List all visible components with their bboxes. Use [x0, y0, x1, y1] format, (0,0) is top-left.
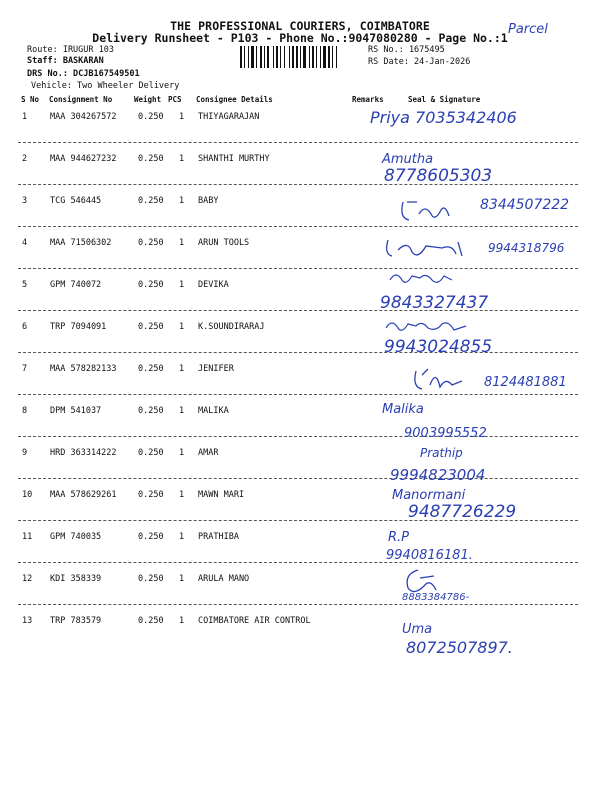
row-sno: 7 — [22, 364, 28, 374]
parcel-handwritten-note: Parcel — [508, 22, 548, 37]
row-weight: 0.250 — [138, 238, 164, 248]
row-sno: 13 — [22, 616, 33, 626]
row-consignment-no: MAA 578629261 — [50, 490, 117, 500]
row-sno: 8 — [22, 406, 28, 416]
handwritten-signature: Uma — [402, 622, 433, 637]
row-consignment-no: DPM 541037 — [50, 406, 102, 416]
handwritten-signature: 8344507222 — [480, 197, 570, 213]
col-seal-signature: Seal & Signature — [408, 95, 481, 104]
row-consignee: K.SOUNDIRARAJ — [198, 322, 265, 332]
page-title: THE PROFESSIONAL COURIERS, COIMBATORE — [170, 19, 430, 33]
signature-scribble-row3 — [395, 196, 455, 226]
row-consignment-no: GPM 740072 — [50, 280, 102, 290]
handwritten-signature: Manormani — [392, 488, 466, 503]
row-weight: 0.250 — [138, 112, 164, 122]
row-pcs: 1 — [179, 322, 185, 332]
row-sno: 11 — [22, 532, 33, 542]
row-weight: 0.250 — [138, 574, 164, 584]
row-pcs: 1 — [179, 448, 185, 458]
row-consignee: JENIFER — [198, 364, 234, 374]
row-consignee: MAWN MARI — [198, 490, 245, 500]
row-pcs: 1 — [179, 196, 185, 206]
handwritten-signature: 8883384786- — [402, 592, 470, 603]
row-separator — [18, 436, 578, 437]
row-separator — [18, 604, 578, 605]
row-pcs: 1 — [179, 238, 185, 248]
row-consignment-no: TRP 7094091 — [50, 322, 107, 332]
handwritten-signature: R.P — [388, 530, 410, 545]
row-consignee: MALIKA — [198, 406, 229, 416]
drs-number: DRS No.: DCJB167549501 — [27, 69, 140, 79]
handwritten-signature: Malika — [382, 402, 424, 417]
row-weight: 0.250 — [138, 616, 164, 626]
row-pcs: 1 — [179, 154, 185, 164]
row-sno: 5 — [22, 280, 28, 290]
signature-scribble-row4 — [382, 234, 482, 262]
rs-number: RS No.: 1675495 — [368, 45, 445, 55]
row-separator — [18, 268, 578, 269]
row-consignment-no: MAA 578282133 — [50, 364, 117, 374]
row-consignee: PRATHIBA — [198, 532, 239, 542]
row-consignee: SHANTHI MURTHY — [198, 154, 270, 164]
signature-scribble-row5 — [386, 268, 456, 288]
row-weight: 0.250 — [138, 448, 164, 458]
handwritten-signature: 9843327437 — [380, 293, 489, 313]
row-sno: 3 — [22, 196, 28, 206]
row-sno: 9 — [22, 448, 28, 458]
row-weight: 0.250 — [138, 406, 164, 416]
row-pcs: 1 — [179, 490, 185, 500]
row-separator — [18, 562, 578, 563]
handwritten-signature: Prathip — [420, 446, 463, 460]
row-consignee: ARULA MANO — [198, 574, 250, 584]
row-consignee: COIMBATORE AIR CONTROL — [198, 616, 311, 626]
row-weight: 0.250 — [138, 490, 164, 500]
row-pcs: 1 — [179, 406, 185, 416]
row-weight: 0.250 — [138, 532, 164, 542]
row-sno: 2 — [22, 154, 28, 164]
staff-label: Staff: BASKARAN — [27, 56, 104, 66]
row-consignee: ARUN TOOLS — [198, 238, 250, 248]
row-pcs: 1 — [179, 616, 185, 626]
row-consignment-no: KDI 358339 — [50, 574, 102, 584]
row-consignee: BABY — [198, 196, 219, 206]
row-consignment-no: GPM 740035 — [50, 532, 102, 542]
col-pcs: PCS — [168, 95, 182, 104]
row-weight: 0.250 — [138, 196, 164, 206]
row-separator — [18, 394, 578, 395]
row-sno: 12 — [22, 574, 33, 584]
runsheet-subtitle: Delivery Runsheet - P103 - Phone No.:9047080280 - Page No.:1 — [92, 31, 508, 45]
handwritten-signature: 9940816181. — [386, 548, 473, 563]
row-separator — [18, 226, 578, 227]
row-separator — [18, 142, 578, 143]
row-pcs: 1 — [179, 364, 185, 374]
row-weight: 0.250 — [138, 322, 164, 332]
row-pcs: 1 — [179, 532, 185, 542]
handwritten-signature: 9487726229 — [408, 502, 517, 522]
col-weight: Weight — [134, 95, 162, 104]
barcode — [240, 46, 362, 68]
handwritten-signature: Priya 7035342406 — [370, 108, 517, 127]
vehicle-label: Vehicle: Two Wheeler Delivery — [31, 81, 180, 91]
row-consignment-no: TCG 546445 — [50, 196, 102, 206]
row-weight: 0.250 — [138, 280, 164, 290]
row-separator — [18, 352, 578, 353]
row-sno: 1 — [22, 112, 28, 122]
row-consignee: AMAR — [198, 448, 219, 458]
handwritten-signature: 9003995552 — [404, 426, 487, 441]
handwritten-signature: 9944318796 — [488, 241, 565, 255]
row-consignee: DEVIKA — [198, 280, 229, 290]
row-separator — [18, 310, 578, 311]
row-separator — [18, 478, 578, 479]
handwritten-signature: 8072507897. — [406, 638, 513, 657]
row-separator — [18, 184, 578, 185]
row-sno: 6 — [22, 322, 28, 332]
col-remarks: Remarks — [352, 95, 384, 104]
row-weight: 0.250 — [138, 364, 164, 374]
row-sno: 4 — [22, 238, 28, 248]
row-pcs: 1 — [179, 280, 185, 290]
signature-scribble-row7 — [408, 365, 478, 395]
row-consignment-no: MAA 944627232 — [50, 154, 117, 164]
row-pcs: 1 — [179, 574, 185, 584]
row-weight: 0.250 — [138, 154, 164, 164]
col-consignee: Consignee Details — [196, 95, 273, 104]
col-sno: S No — [21, 95, 40, 104]
row-pcs: 1 — [179, 112, 185, 122]
signature-scribble-row12 — [400, 566, 445, 598]
row-consignee: THIYAGARAJAN — [198, 112, 260, 122]
row-consignment-no: HRD 363314222 — [50, 448, 117, 458]
row-consignment-no: TRP 783579 — [50, 616, 102, 626]
route-label: Route: IRUGUR 103 — [27, 45, 114, 55]
row-consignment-no: MAA 71506302 — [50, 238, 112, 248]
row-sno: 10 — [22, 490, 33, 500]
handwritten-signature: 8778605303 — [384, 166, 493, 186]
signature-scribble-row6 — [382, 316, 472, 336]
handwritten-signature: 9943024855 — [384, 337, 493, 357]
handwritten-signature: Amutha — [382, 152, 434, 167]
rs-date: RS Date: 24-Jan-2026 — [368, 57, 471, 67]
handwritten-signature: 9994823004 — [390, 466, 486, 484]
handwritten-signature: 8124481881 — [484, 375, 567, 390]
row-consignment-no: MAA 304267572 — [50, 112, 117, 122]
col-consignment: Consignment No — [49, 95, 113, 104]
